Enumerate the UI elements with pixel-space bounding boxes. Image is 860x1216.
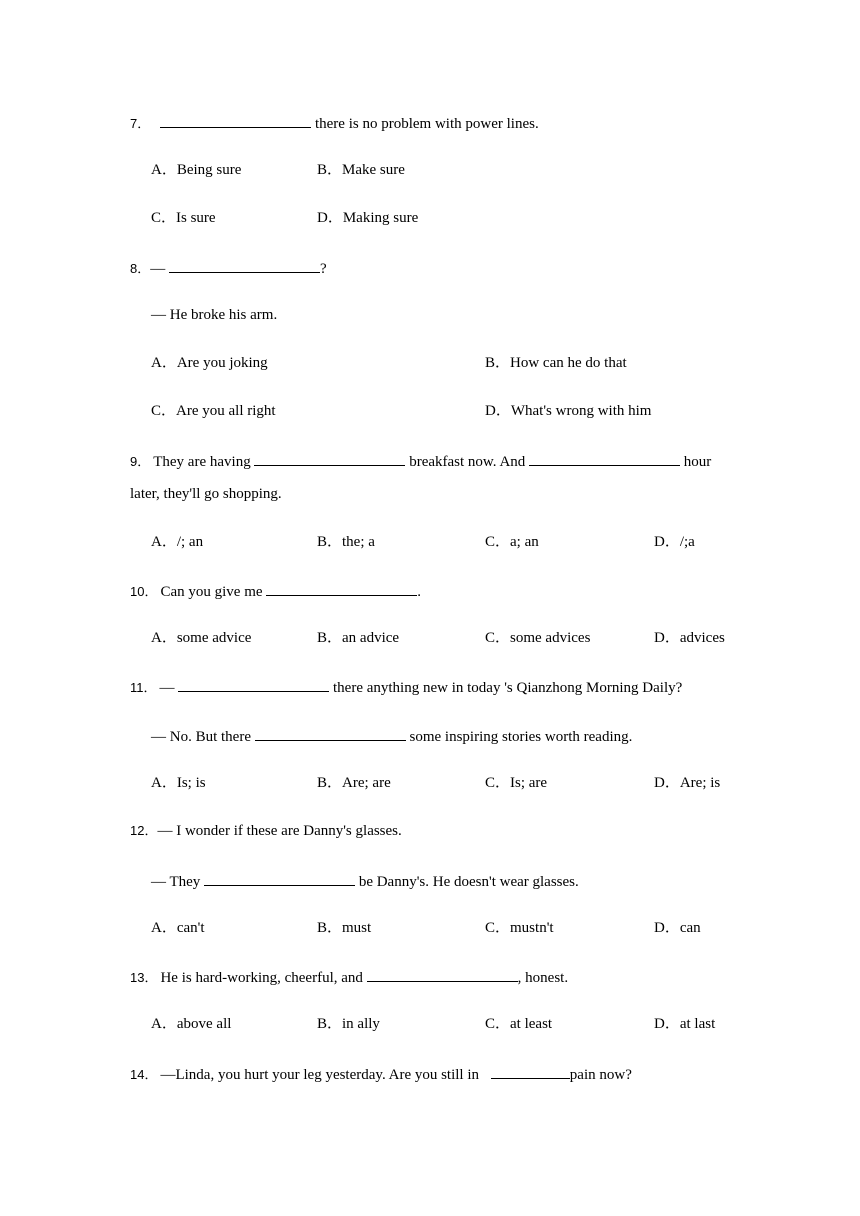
stem-text: breakfast now. And bbox=[405, 454, 530, 470]
option-text: an advice bbox=[342, 630, 400, 646]
option-text: at last bbox=[679, 1016, 716, 1032]
question-8-stem bbox=[130, 257, 327, 279]
option-letter: D． bbox=[654, 775, 680, 791]
option-11b bbox=[317, 773, 391, 793]
option-8a bbox=[151, 353, 268, 373]
option-text: Are you all right bbox=[176, 403, 276, 419]
answer-blank bbox=[367, 966, 518, 982]
question-12-reply bbox=[151, 870, 579, 892]
question-9-stem bbox=[130, 450, 711, 472]
option-letter: B． bbox=[317, 920, 343, 936]
reply-text: some inspiring stories worth reading. bbox=[405, 729, 633, 745]
option-letter: D． bbox=[654, 1016, 680, 1032]
answer-blank bbox=[255, 725, 406, 741]
option-text: Are; is bbox=[679, 775, 721, 791]
option-12d bbox=[654, 918, 701, 938]
option-letter: C． bbox=[485, 630, 511, 646]
question-11-reply bbox=[151, 725, 632, 747]
option-11d bbox=[654, 773, 720, 793]
option-9c bbox=[485, 532, 539, 552]
option-letter: A． bbox=[151, 162, 177, 178]
stem-text: — bbox=[150, 261, 169, 277]
option-letter: A． bbox=[151, 355, 177, 371]
option-letter: C． bbox=[151, 403, 177, 419]
option-text: What's wrong with him bbox=[510, 403, 652, 419]
option-text: some advice bbox=[176, 630, 252, 646]
option-11a bbox=[151, 773, 206, 793]
option-text: Are; are bbox=[342, 775, 391, 791]
question-7-stem bbox=[130, 112, 539, 134]
stem-text: They are having bbox=[153, 454, 255, 470]
option-13a bbox=[151, 1014, 231, 1034]
option-text: /; an bbox=[176, 534, 204, 550]
option-letter: A． bbox=[151, 630, 177, 646]
reply-text: be Danny's. He doesn't wear glasses. bbox=[355, 874, 579, 890]
option-10d bbox=[654, 628, 725, 648]
option-12c bbox=[485, 918, 554, 938]
option-text: Being sure bbox=[176, 162, 242, 178]
option-text: Make sure bbox=[342, 162, 405, 178]
question-number: 9． bbox=[130, 454, 151, 469]
option-letter: B． bbox=[317, 1016, 343, 1032]
option-text: Is sure bbox=[176, 210, 216, 226]
option-13d bbox=[654, 1014, 715, 1034]
option-letter: D． bbox=[654, 920, 680, 936]
option-8b bbox=[485, 353, 627, 373]
question-8-reply: — He broke his arm. bbox=[151, 307, 278, 323]
stem-text: —Linda, you hurt your leg yesterday. Are you still in bbox=[160, 1067, 483, 1083]
option-10c bbox=[485, 628, 590, 648]
answer-blank bbox=[529, 450, 680, 466]
option-8c bbox=[151, 401, 276, 421]
option-letter: C． bbox=[485, 775, 511, 791]
option-letter: C． bbox=[485, 534, 511, 550]
option-letter: A． bbox=[151, 1016, 177, 1032]
stem-text: pain now? bbox=[569, 1067, 632, 1083]
stem-text: , honest. bbox=[517, 970, 569, 986]
option-8d bbox=[485, 401, 651, 421]
option-letter: A． bbox=[151, 534, 177, 550]
option-letter: A． bbox=[151, 920, 177, 936]
stem-text: Can you give me bbox=[160, 584, 267, 600]
option-9a bbox=[151, 532, 203, 552]
question-number: 12． bbox=[130, 823, 158, 838]
option-text: above all bbox=[176, 1016, 232, 1032]
option-7a bbox=[151, 160, 241, 180]
option-10b bbox=[317, 628, 399, 648]
question-10-stem bbox=[130, 580, 421, 602]
answer-blank bbox=[169, 257, 320, 273]
answer-blank bbox=[254, 450, 405, 466]
option-text: /;a bbox=[679, 534, 695, 550]
option-11c bbox=[485, 773, 547, 793]
question-12-stem bbox=[130, 821, 402, 841]
question-number: 14． bbox=[130, 1067, 158, 1082]
stem-text: — bbox=[159, 680, 179, 696]
option-7b bbox=[317, 160, 405, 180]
option-letter: A． bbox=[151, 775, 177, 791]
option-letter: D． bbox=[317, 210, 343, 226]
option-letter: B． bbox=[485, 355, 511, 371]
option-text: can bbox=[679, 920, 701, 936]
answer-blank bbox=[491, 1063, 570, 1079]
answer-blank bbox=[266, 580, 417, 596]
option-letter: B． bbox=[317, 534, 343, 550]
option-letter: D． bbox=[654, 630, 680, 646]
option-13b bbox=[317, 1014, 380, 1034]
question-9-stem-line2: later, they'll go shopping. bbox=[130, 486, 282, 502]
reply-text: — No. But there bbox=[151, 729, 255, 745]
question-number: 7． bbox=[130, 116, 151, 131]
stem-text: there anything new in today 's Qianzhong Morning Daily? bbox=[329, 680, 683, 696]
question-11-stem bbox=[130, 676, 682, 698]
option-text: the; a bbox=[342, 534, 375, 550]
option-letter: B． bbox=[317, 162, 343, 178]
stem-text: — I wonder if these are Danny's glasses. bbox=[157, 823, 402, 839]
option-letter: B． bbox=[317, 775, 343, 791]
option-9d bbox=[654, 532, 695, 552]
option-text: Making sure bbox=[342, 210, 419, 226]
option-letter: C． bbox=[485, 920, 511, 936]
option-9b bbox=[317, 532, 375, 552]
question-13-stem bbox=[130, 966, 568, 988]
stem-text: . bbox=[417, 584, 422, 600]
option-text: Is; is bbox=[176, 775, 206, 791]
option-letter: C． bbox=[485, 1016, 511, 1032]
option-letter: C． bbox=[151, 210, 177, 226]
option-10a bbox=[151, 628, 251, 648]
option-text: must bbox=[342, 920, 372, 936]
stem-text: there is no problem with power lines. bbox=[311, 116, 539, 132]
option-letter: D． bbox=[654, 534, 680, 550]
option-text: How can he do that bbox=[510, 355, 627, 371]
option-text: can't bbox=[176, 920, 205, 936]
answer-blank bbox=[160, 112, 311, 128]
option-letter: D． bbox=[485, 403, 511, 419]
option-7d bbox=[317, 208, 418, 228]
answer-blank bbox=[178, 676, 329, 692]
option-text: Are you joking bbox=[176, 355, 268, 371]
option-text: some advices bbox=[510, 630, 591, 646]
option-text: in ally bbox=[342, 1016, 380, 1032]
option-text: at least bbox=[510, 1016, 553, 1032]
option-letter: B． bbox=[317, 630, 343, 646]
option-7c bbox=[151, 208, 216, 228]
reply-text: — They bbox=[151, 874, 205, 890]
option-12b bbox=[317, 918, 371, 938]
option-text: Is; are bbox=[510, 775, 548, 791]
option-text: a; an bbox=[510, 534, 539, 550]
stem-text: He is hard-working, cheerful, and bbox=[160, 970, 367, 986]
option-13c bbox=[485, 1014, 552, 1034]
question-number: 11． bbox=[130, 680, 157, 695]
question-number: 8． bbox=[130, 261, 151, 276]
stem-text: hour bbox=[680, 454, 712, 470]
question-14-stem bbox=[130, 1063, 632, 1085]
answer-blank bbox=[204, 870, 355, 886]
option-12a bbox=[151, 918, 205, 938]
question-number: 13． bbox=[130, 970, 158, 985]
question-number: 10． bbox=[130, 584, 158, 599]
stem-text: ? bbox=[319, 261, 327, 277]
option-text: mustn't bbox=[510, 920, 554, 936]
option-text: advices bbox=[679, 630, 725, 646]
